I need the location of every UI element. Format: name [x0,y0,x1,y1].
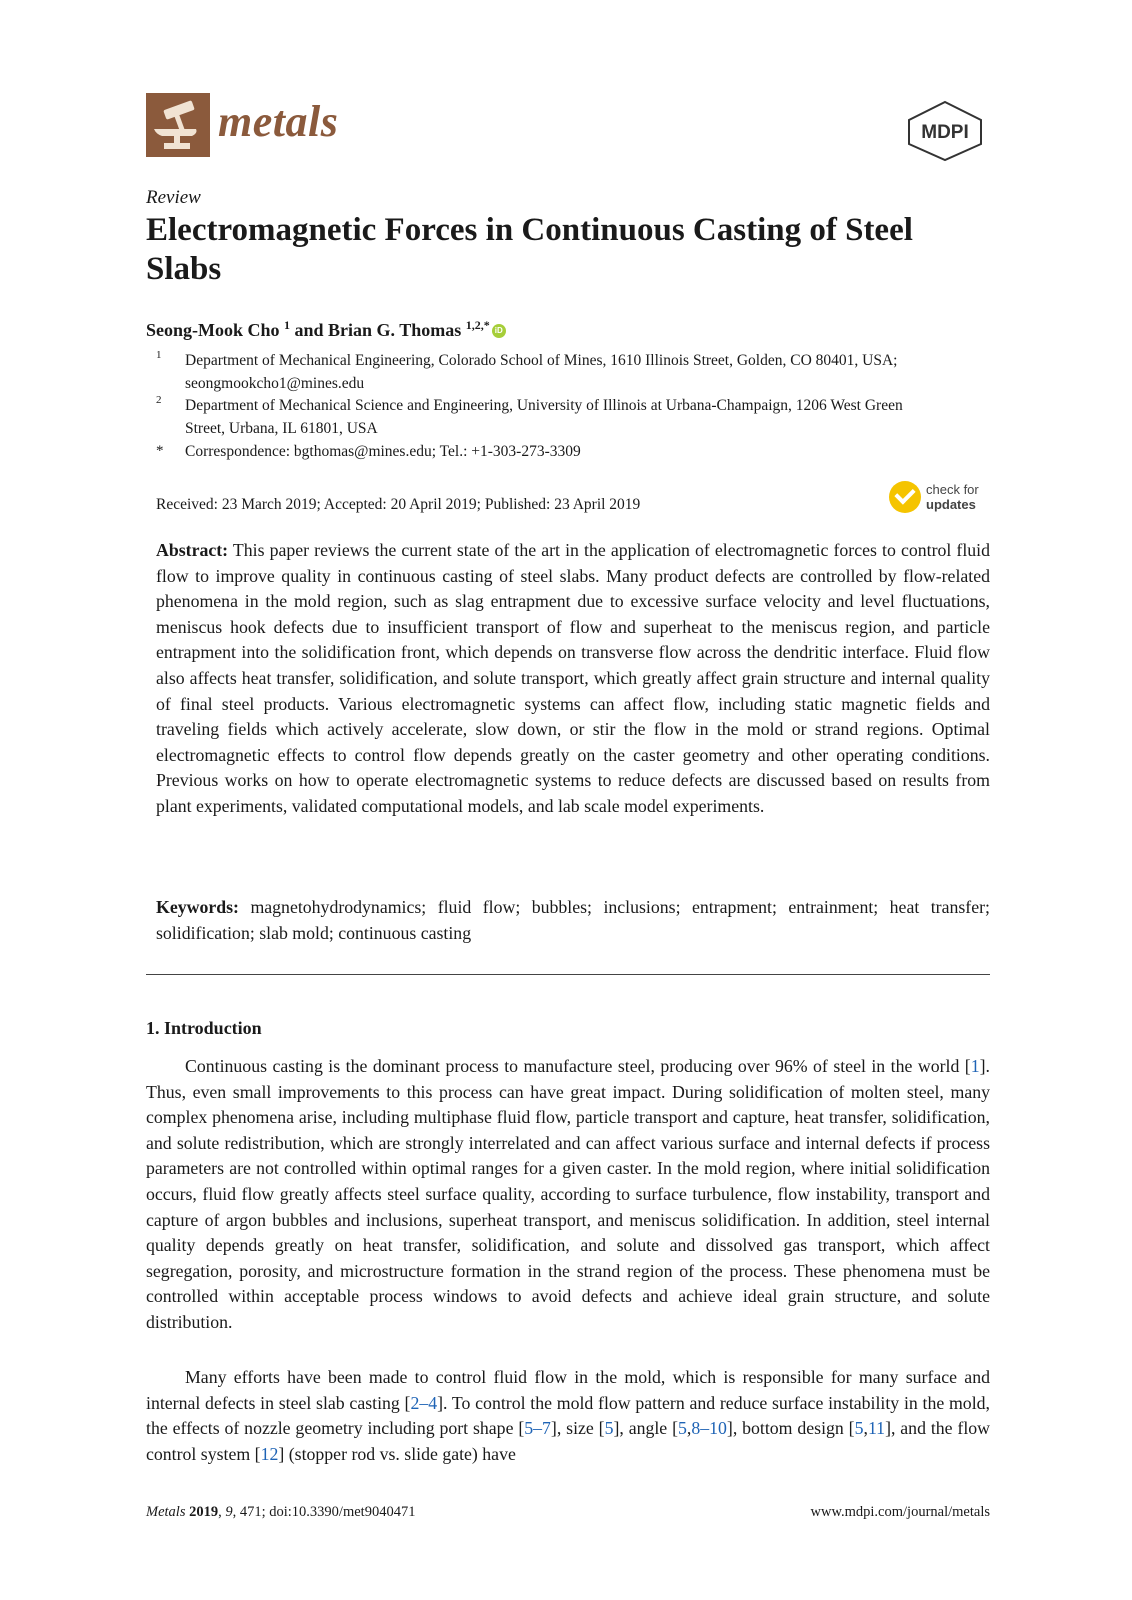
citation-link[interactable]: 5–7 [524,1418,551,1439]
footer-volume: 9 [225,1504,233,1520]
author-name[interactable]: Seong-Mook Cho [146,320,280,340]
paragraph-text: Many efforts have been made to control fluid flow in the mold, which is responsible for many surface and internal defects in steel slab casting [ [146,1367,990,1413]
citation-link[interactable]: 1 [970,1056,980,1076]
keywords [156,895,990,946]
citation-link[interactable]: 8–10 [691,1418,727,1439]
correspondence-text: Correspondence: bgthomas@mines.edu; Tel.: +1-303-273-3309 [185,443,581,460]
paragraph-text: , [863,1418,868,1439]
author-separator: and [294,320,324,340]
mdpi-logo [903,100,987,162]
anvil-hammer-icon [146,93,210,157]
citation-link[interactable]: 5 [604,1418,614,1439]
journal-url[interactable]: www.mdpi.com/journal/metals [810,1504,990,1520]
article-type: Review [146,187,201,208]
paragraph-text: Continuous casting is the dominant process to manufacture steel, producing over 96% of steel in the world [ [185,1056,971,1076]
keywords-label: Keywords: [156,897,239,917]
svg-text:MDPI: MDPI [921,122,969,143]
intro-paragraph-1 [146,1054,990,1336]
abstract [156,538,990,820]
affiliation-number: 1 [156,349,162,361]
affiliation-number: * [156,443,164,459]
footer-year: 2019 [189,1504,219,1520]
paragraph-text: ]. Thus, even small improvements to this process can have great impact. During solidification of molten steel, many complex phenomena arise, including multiphase fluid flow, particle transport and capture, heat transfer, solidification, and solute redistribution, which are strongly interrelated and can affect various surface and internal defects if process parameters are not controlled within optimal ranges for a given caster. In the mold region, where initial solidification occurs, fluid flow greatly affects steel surface quality, according to surface turbulence, flow instability, transport and capture of argon bubbles and inclusions, superheat transport, and meniscus solidification. In addition, steel internal quality depends greatly on heat transfer, solidification, and solute and dissolved gas transport, which affect segregation, porosity, and microstructure formation in the strand region of the process. These phenomena must be controlled within acceptable process windows to avoid defects and achieve ideal grain structure, and solute distribution. [146,1056,990,1332]
checkmark-icon [889,481,921,513]
section-divider [146,974,990,975]
paragraph-text: , [686,1418,692,1439]
citation-link[interactable]: 5 [678,1418,687,1439]
author-list [146,318,506,341]
check-for-updates-badge[interactable] [889,481,999,517]
affiliation-text: Department of Mechanical Science and Engineering, University of Illinois at Urbana-Champaign, 1206 West Green Street, Urbana, IL 61801, USA [185,397,903,437]
paragraph-text: ], and the flow control system [ [146,1418,991,1464]
check-updates-line2: updates [926,497,976,512]
citation-footer: Metals 2019, 9, 471; doi:10.3390/met9040471 [146,1504,416,1520]
citation-link[interactable]: 11 [867,1418,886,1439]
citation-link[interactable]: 5 [854,1418,864,1439]
paragraph-text: ], bottom design [ [726,1418,855,1439]
citation-link[interactable]: 12 [260,1443,279,1464]
paragraph-text: ]. To control the mold flow pattern and reduce surface instability in the mold, the effects of nozzle geometry including port shape [ [146,1392,990,1439]
author-name[interactable]: Brian G. Thomas [328,320,462,340]
footer-doi: , 471; doi:10.3390/met9040471 [232,1504,416,1520]
abstract-label: Abstract: [156,540,229,560]
affiliation-text: Department of Mechanical Engineering, Colorado School of Mines, 1610 Illinois Street, Golden, CO 80401, USA; seongmookcho1@mines.edu [185,352,898,392]
paragraph-text: ], size [ [550,1418,605,1439]
abstract-text: This paper reviews the current state of the art in the application of electromagnetic forces to control fluid flow to improve quality in continuous casting of steel slabs. Many product defects are controlled by flow-related phenomena in the mold region, such as slag entrapment due to excessive surface velocity and level fluctuations, meniscus hook defects due to insufficient transport of flow and superheat to the meniscus region, and particle entrapment into the solidification front, which depends on transverse flow across the dendritic interface. Fluid flow also affects heat transfer, solidification, and solute transport, which greatly affect grain structure and internal quality of final steel products. Various electromagnetic systems can affect flow, including static magnetic fields and traveling fields which actively accelerate, slow down, or stir the flow in the mold or strand regions. Optimal electromagnetic effects to control flow depends greatly on the caster geometry and other operating conditions. Previous works on how to operate electromagnetic systems to reduce defects are discussed based on results from plant experiments, validated computational models, and lab scale model experiments. [156,540,991,816]
affiliation-marker: 1 [284,318,291,332]
orcid-icon[interactable]: iD [492,324,506,338]
section-heading: 1. Introduction [146,1018,262,1038]
keywords-text: magnetohydrodynamics; fluid flow; bubbles; inclusions; entrapment; entrainment; heat transfer; solidification; slab mold; continuous casting [156,897,990,943]
paragraph-text: ] (stopper rod vs. slide gate) have [278,1443,516,1464]
footer-journal: Metals [146,1504,186,1520]
check-updates-line1: check for [926,482,979,497]
publication-dates: Received: 23 March 2019; Accepted: 20 April 2019; Published: 23 April 2019 [156,496,641,513]
affiliation-marker: 1,2,* [465,318,490,332]
journal-name: metals [218,97,339,146]
affiliation-number: 2 [156,394,162,406]
article-title: Electromagnetic Forces in Continuous Casting of Steel Slabs [146,212,913,287]
citation-link[interactable]: 2–4 [410,1392,438,1413]
intro-paragraph-2 [146,1365,990,1467]
paragraph-text: ], angle [ [613,1418,678,1439]
